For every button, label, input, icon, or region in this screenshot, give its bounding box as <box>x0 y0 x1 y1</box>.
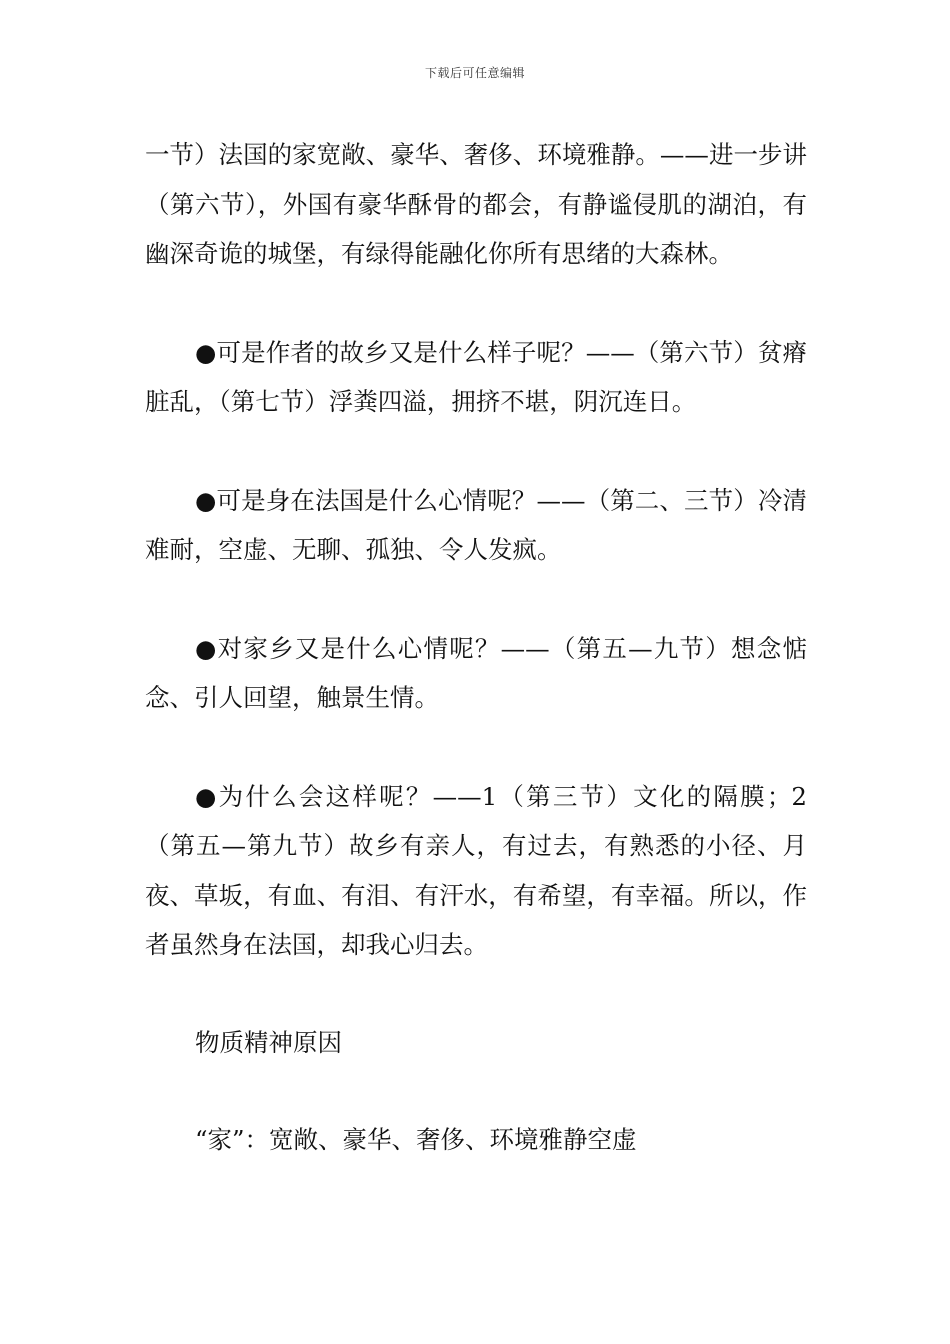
paragraph-6: 物质精神原因 <box>195 1027 342 1057</box>
paragraph-3: ●可是身在法国是什么心情呢？——（第二、三节）冷清难耐，空虚、无聊、孤独、令人发疯。 <box>145 485 807 564</box>
paragraph-2: ●可是作者的故乡又是什么样子呢？——（第六节）贫瘠脏乱，（第七节）浮粪四溢，拥挤不堪，阴沉连日。 <box>145 337 807 416</box>
page-header-note: 下载后可任意编辑 <box>424 66 525 80</box>
paragraph-7: “家”：宽敞、豪华、奢侈、环境雅静空虚 <box>195 1125 637 1154</box>
paragraph-4: ●对家乡又是什么心情呢？——（第五—九节）想念惦念、引人回望，触景生情。 <box>145 633 807 712</box>
paragraph-1: 一节）法国的家宽敞、豪华、奢侈、环境雅静。——进一步讲（第六节），外国有豪华酥骨的都会，有静谧侵肌的湖泊，有幽深奇诡的城堡，有绿得能融化你所有思绪的大森林。 <box>145 140 807 268</box>
document-body <box>145 130 807 1165</box>
paragraph-5: ●为什么会这样呢？——1（第三节）文化的隔膜；2（第五—第九节）故乡有亲人，有过去，有熟悉的小径、月夜、草坂，有血、有泪、有汗水，有希望，有幸福。所以，作者虽然身在法国，却我心归去。 <box>145 781 807 959</box>
